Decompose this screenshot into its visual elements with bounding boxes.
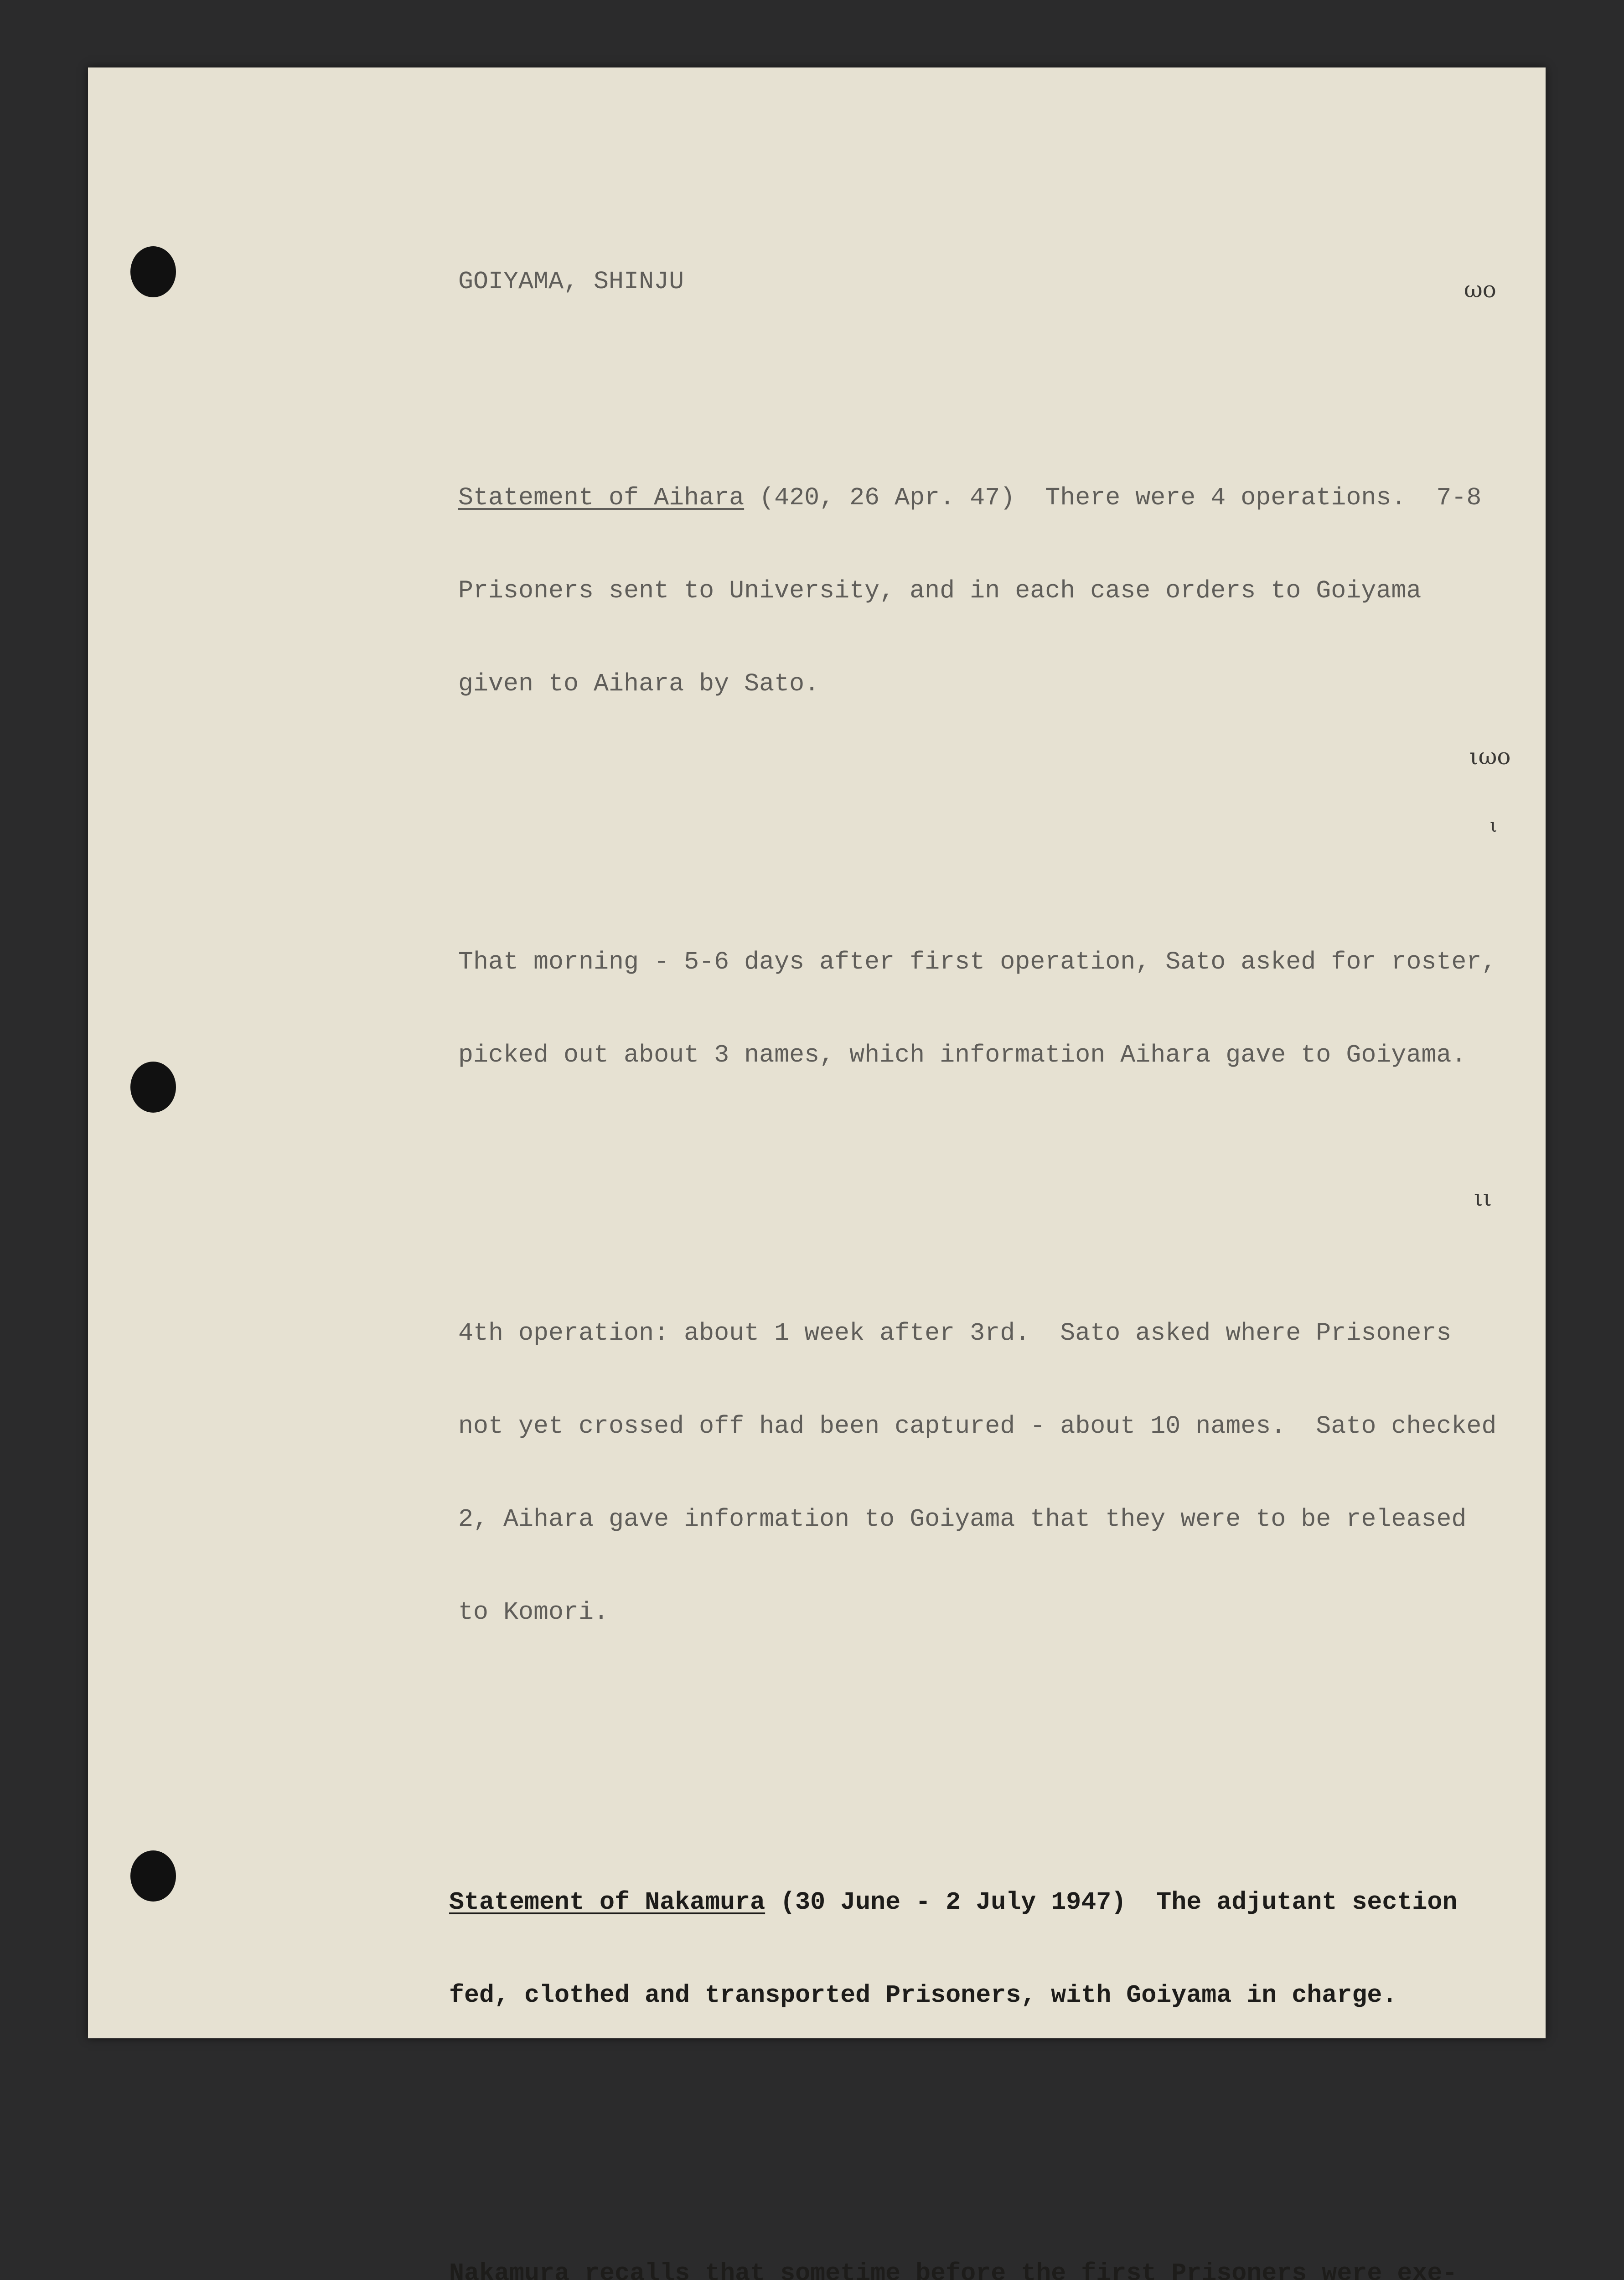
punch-hole-bottom [130,1850,176,1902]
nakamura-paragraph-2: Nakamura recalls that sometime before the first Prisoners were exe- [449,2259,1458,2280]
aihara-paragraph-2: That morning - 5-6 days after first operation, Sato asked for roster, picked out about 3 names, which information Aihara gave to Goiyama. [458,948,1497,1069]
nakamura-statement-title: Statement of Nakamura [449,1888,765,1917]
punch-hole-middle [130,1062,176,1113]
margin-mark-2: ιωο [1469,743,1511,770]
document-heading: GOIYAMA, SHINJU [458,267,684,296]
margin-mark-3: ιι [1474,1185,1492,1211]
aihara-paragraph-3: 4th operation: about 1 week after 3rd. Sato asked where Prisoners not yet crossed off had been captured - about 10 names. Sato checked 2, Aihara gave information to Goiyama that they were to be released to Komori. [458,1319,1497,1627]
document-page [88,67,1546,2280]
aihara-paragraph-1: Statement of Aihara (420, 26 Apr. 47) There were 4 operations. 7-8 Prisoners sent to University, and in each case orders to Goiyama given to Aihara by Sato. [458,483,1482,698]
margin-mark-4: ι [1490,815,1497,836]
aihara-statement-title: Statement of Aihara [458,483,745,512]
document-body [362,204,1570,2280]
punch-hole-top [130,246,176,297]
margin-mark-1: ωο [1464,276,1496,303]
nakamura-paragraph-1: Statement of Nakamura (30 June - 2 July 1947) The adjutant section fed, clothed and transported Prisoners, with Goiyama in charge. [449,1888,1458,2010]
